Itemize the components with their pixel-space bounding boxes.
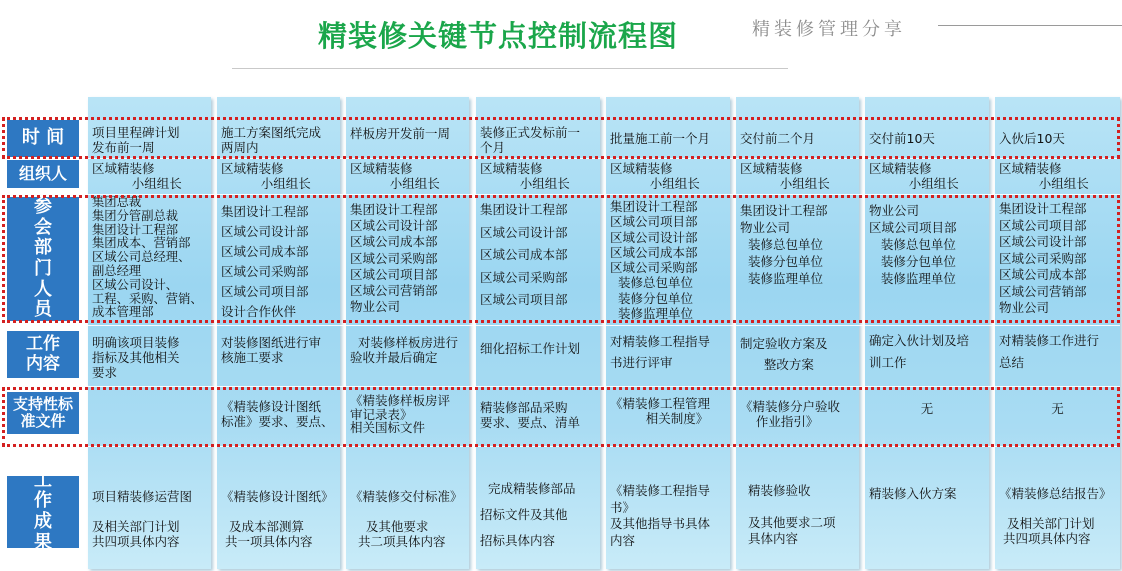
time-cell: 施工方案图纸完成 两周内	[221, 125, 322, 155]
departments-cell: 集团总裁 集团分管副总裁 集团设计工程部 集团成本、营销部 区域公司总经理、 副总经理 区域公司设计、 工程、采购、营销、 成本管理部	[92, 196, 203, 320]
results-cell: 《精装修交付标准》 及其他要求 共二项具体内容	[350, 489, 463, 549]
docs-cell: 《精装修分户验收 作业指引》	[740, 399, 841, 429]
row-label-time: 时 间	[7, 120, 79, 157]
work-cell: 对装修图纸进行审 核施工要求	[221, 335, 322, 365]
departments-cell: 物业公司 区域公司项目部 装修总包单位 装修分包单位 装修监理单位	[869, 203, 957, 286]
docs-cell: 《精装修设计图纸 标准》要求、要点、	[221, 399, 334, 429]
organizer-cell: 区域精装修 小组组长	[221, 161, 311, 191]
docs-cell: 《精装修样板房评 审记录表》 相关国标文件	[350, 394, 451, 435]
row-separator	[86, 194, 1120, 195]
docs-cell: 无	[920, 401, 934, 416]
organizer-cell: 区域精装修 小组组长	[480, 161, 570, 191]
row-label-work: 工作内容	[7, 331, 79, 378]
organizer-cell: 区域精装修 小组组长	[869, 161, 959, 191]
docs-cell: 《精装修工程管理 相关制度》	[610, 396, 711, 426]
time-cell: 批量施工前一个月	[610, 131, 711, 146]
time-cell: 样板房开发前一周	[350, 126, 451, 141]
row-separator	[86, 158, 1120, 159]
work-cell: 对装修样板房进行 验收并最后确定	[350, 335, 458, 365]
departments-cell: 集团设计工程部 区域公司设计部 区域公司成本部 区域公司采购部 区域公司项目部 区域公司营销部 物业公司	[350, 202, 438, 315]
results-cell: 完成精装修部品 招标文件及其他 招标具体内容	[480, 481, 576, 548]
row-separator	[86, 446, 1120, 447]
work-cell: 对精装修工程指导 书进行评审	[610, 334, 711, 370]
departments-cell: 集团设计工程部 区域公司项目部 区域公司设计部 区域公司采购部 区域公司成本部 区域公司营销部 物业公司	[999, 201, 1087, 315]
organizer-cell: 区域精装修 小组组长	[999, 161, 1089, 191]
row-separator	[86, 325, 1120, 326]
results-cell: 《精装修工程指导 书》 及其他指导书具体 内容	[610, 483, 711, 548]
work-cell: 制定验收方案及 整改方案	[740, 336, 828, 372]
departments-cell: 集团设计工程部 物业公司 装修总包单位 装修分包单位 装修监理单位	[740, 203, 828, 286]
departments-cell: 集团设计工程部 区域公司项目部 区域公司设计部 区域公司成本部 区域公司采购部 装修总包单位 装修分包单位 装修监理单位	[610, 199, 698, 322]
work-cell: 对精装修工作进行 总结	[999, 333, 1100, 370]
docs-cell: 精装修部品采购 要求、要点、清单	[480, 400, 581, 430]
organizer-cell: 区域精装修 小组组长	[92, 161, 182, 191]
results-cell: 项目精装修运营图 及相关部门计划 共四项具体内容	[92, 489, 193, 549]
results-cell: 精装修验收 及其他要求二项 具体内容	[747, 483, 836, 546]
results-cell: 精装修入伙方案	[869, 486, 957, 501]
page-subtitle: 精装修管理分享	[752, 19, 906, 40]
work-cell: 确定入伙计划及培 训工作	[869, 333, 970, 370]
row-label-organizer: 组织人	[7, 160, 79, 188]
row-label-results: 工作成果	[7, 476, 79, 548]
departments-cell: 集团设计工程部 区域公司设计部 区域公司成本部 区域公司采购部 区域公司项目部	[480, 202, 568, 307]
docs-cell: 无	[1051, 401, 1064, 416]
organizer-cell: 区域精装修 小组组长	[610, 161, 700, 191]
row-separator	[86, 386, 1120, 387]
work-cell: 细化招标工作计划	[480, 341, 581, 356]
time-cell: 交付前10天	[869, 131, 935, 146]
organizer-cell: 区域精装修 小组组长	[350, 161, 440, 191]
row-label-departments: 参会部门人员	[7, 197, 79, 321]
results-cell: 《精装修总结报告》 及相关部门计划 共四项具体内容	[999, 486, 1112, 546]
departments-cell: 集团设计工程部 区域公司设计部 区域公司成本部 区域公司采购部 区域公司项目部 设计合作伙伴	[221, 204, 309, 319]
docs-cell	[88, 399, 211, 439]
organizer-cell: 区域精装修 小组组长	[740, 161, 830, 191]
page-title: 精装修关键节点控制流程图	[318, 19, 679, 53]
work-cell: 明确该项目装修 指标及其他相关 要求	[92, 335, 180, 380]
time-cell: 交付前二个月	[740, 131, 816, 146]
row-label-docs: 支持性标准文件	[7, 392, 79, 434]
time-cell: 入伙后10天	[999, 131, 1065, 146]
time-cell: 项目里程碑计划 发布前一周	[92, 125, 180, 155]
results-cell: 《精装修设计图纸》 及成本部测算 共一项具体内容	[221, 489, 334, 549]
time-cell: 装修正式发标前一 个月	[480, 125, 581, 155]
